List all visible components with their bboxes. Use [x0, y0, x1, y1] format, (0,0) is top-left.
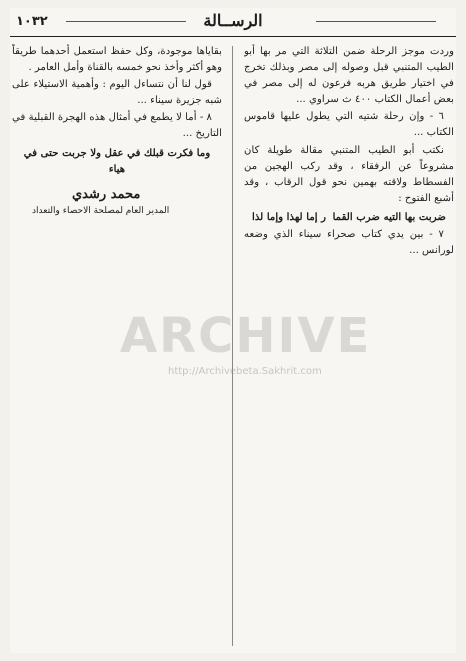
column-divider	[232, 46, 233, 646]
paragraph: ٦ - وإن رحلة شتيه التي يطول عليها قاموس الكتاب ...	[244, 111, 454, 139]
poem-text: وما فكرت قبلك في عقل ولا جربت حتى في هياء	[23, 146, 211, 175]
page-header	[10, 8, 456, 37]
page-number: ١٠٣٢	[16, 14, 48, 29]
magazine-page	[10, 8, 456, 653]
watermark-url: http://Archivebeta.Sakhrit.com	[168, 366, 322, 377]
left-column	[12, 44, 222, 647]
poem-verse	[12, 145, 222, 177]
author-name: محمد رشدي	[72, 186, 141, 202]
author-role: المدير العام لمصلحة الاحصاء والتعداد	[32, 205, 170, 216]
author-signature	[12, 187, 222, 219]
poem-verse	[244, 209, 454, 225]
paragraph: ٧ - بين يدي كتاب صحراء سيناء الذي وضعه لورانس ...	[244, 229, 454, 257]
right-column	[244, 44, 454, 647]
poem-hemistich: ر إما لهذا وإما لذا	[252, 210, 327, 223]
paragraph: قول لنا أن نتساءل اليوم : وأهمية الاستيلاء على شبه جزيرة سيناء ...	[12, 79, 222, 107]
article-body	[10, 44, 456, 647]
poem-hemistich: ضربت بها التيه ضرب القما	[332, 210, 446, 223]
paragraph: وردت موجز الرحلة ضمن التلاثة التي مر بها أبو الطيب المتنبي قبل وصوله إلى مصر وبذلك تخرج في اختيار طريق هربه فرعون له إلى مصر في بعض أعمال الكتاب ٤٠٠ ث سراوي ...	[244, 46, 454, 106]
header-rule-left	[66, 21, 186, 22]
watermark-text: ARCHIVE	[120, 308, 372, 364]
magazine-title: الرســالة	[203, 11, 263, 30]
paragraph: ٨ - أما لا يطمع في أمثال هذه الهجرة القبلية في التاريخ ...	[12, 112, 222, 140]
paragraph: نكتب أبو الطيب المتنبي مقالة طويلة كان مشروعاً عن الرفقاء ، وقد ركب الهجين من الفسطاط ولاقته بهمين نحو قول الرقاب ، وقد أشبع الفتوح :	[244, 144, 454, 204]
header-rule-right	[316, 21, 436, 22]
paragraph: بقاياها موجودة، وكل حفظ استعمل أحدهما طريقاً وهو أكثر وأخذ نحو خمسه بالقناة وأمل العامر .	[12, 46, 222, 74]
